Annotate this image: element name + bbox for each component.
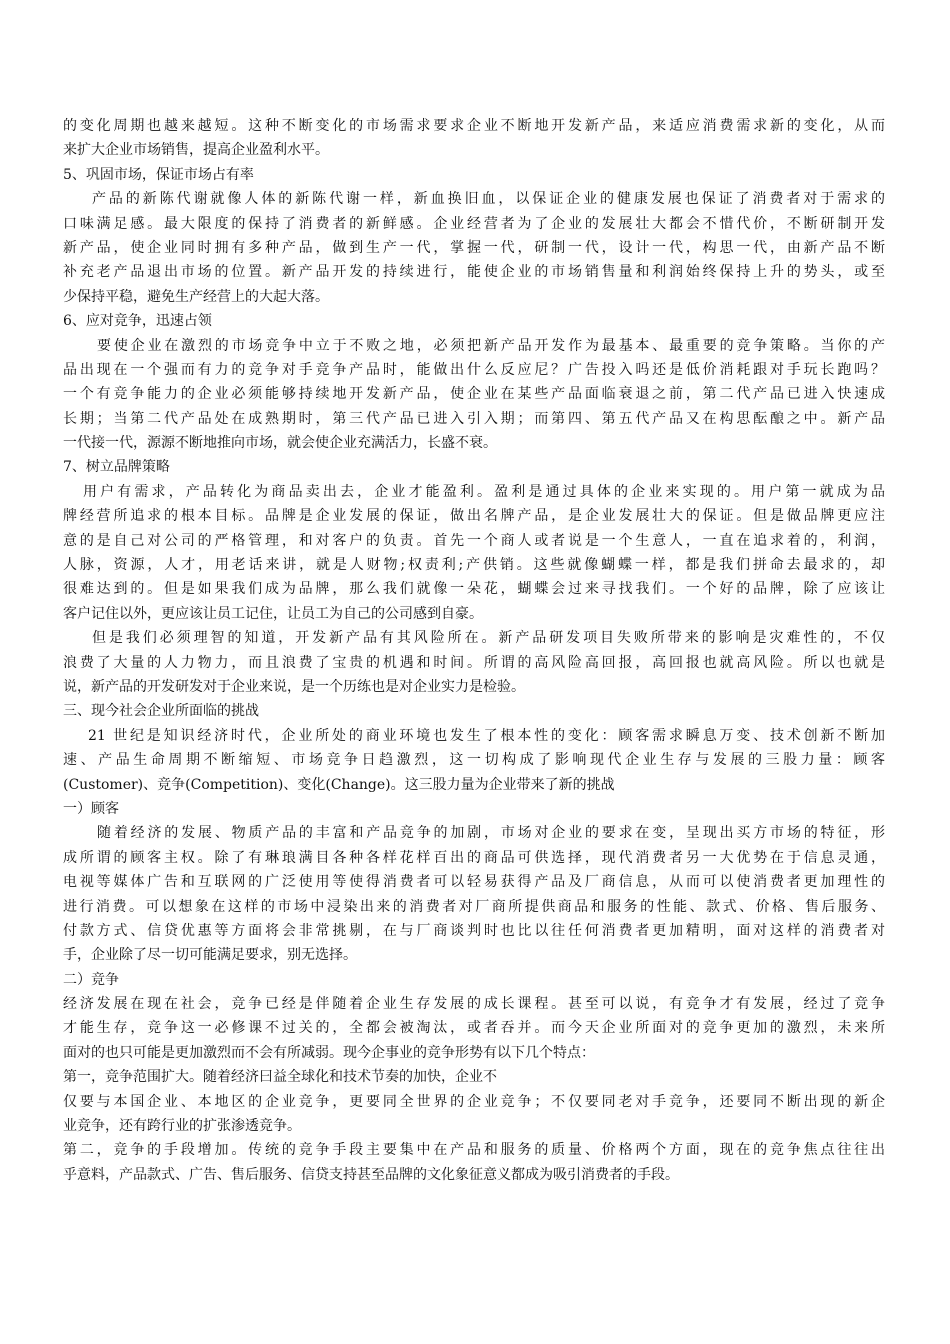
text-line: 面对的也只可能是更加激烈而不会有所减弱。现今企事业的竞争形势有以下几个特点：	[63, 1044, 595, 1061]
text-line: 第二，竞争的手段增加。传统的竞争手段主要集中在产品和服务的质量、价格两个方面，现在的竞争焦点往往出	[63, 1142, 885, 1159]
text-line: 但是我们必须理智的知道，开发新产品有其风险所在。新产品研发项目失败所带来的影响是灾难性的，不仅	[92, 630, 885, 647]
text-line: 新产品，使企业同时拥有多种产品，做到生产一代，掌握一代，研制一代，设计一代，构思一代，由新产品不断	[63, 239, 885, 256]
text-line: 三、现今社会企业所面临的挑战	[63, 703, 259, 720]
text-line: 品出现在一个强而有力的竞争对手竞争产品时，能做出什么反应尼？广告投入吗还是低价消耗跟对手玩长跑吗？	[63, 361, 885, 378]
document-page	[63, 114, 885, 1187]
text-line: 5、巩固市场，保证市场占有率	[63, 166, 254, 183]
text-line: 补充老产品退出市场的位置。新产品开发的持续进行，能使企业的市场销售量和利润始终保持上升的势头，或至	[63, 264, 885, 281]
text-line: 意的是自己对公司的严格管理，和对客户的负责。首先一个商人或者说是一个生意人，一直在追求着的，利润，	[63, 532, 885, 549]
text-line: 口味满足感。最大限度的保持了消费者的新鲜感。企业经营者为了企业的发展壮大都会不惜代价，不断研制开发	[63, 215, 885, 232]
text-line: 二）竞争	[63, 971, 119, 988]
text-line: 付款方式、信贷优惠等方面将会非常挑剔，在与厂商谈判时也比以往任何消费者更加精明，面对这样的消费者对	[63, 922, 885, 939]
text-line: 很难达到的。但是如果我们成为品牌，那么我们就像一朵花，蝴蝶会过来寻找我们。一个好的品牌，除了应该让	[63, 581, 885, 598]
text-line: 一代接一代，源源不断地推向市场，就会使企业充满活力，长盛不衰。	[63, 435, 497, 452]
text-line: 来扩大企业市场销售，提高企业盈利水平。	[63, 142, 329, 159]
text-line: (Customer)、竞争(Competition)、变化(Change)。这三股力量为企业带来了新的挑战	[63, 776, 615, 793]
text-line: 7、树立品牌策略	[63, 459, 170, 476]
text-line: 牌经营所追求的根本目标。品牌是企业发展的保证，做出名牌产品，是企业发展壮大的保证。但是做品牌更应注	[63, 508, 885, 525]
text-line: 用户有需求，产品转化为商品卖出去，企业才能盈利。盈利是通过具体的企业来实现的。用户第一就成为品	[83, 483, 885, 500]
text-line: 才能生存，竞争这一必修课不过关的，全都会被淘汰，或者吞并。而今天企业所面对的竞争更加的激烈，未来所	[63, 1020, 885, 1037]
text-line: 少保持平稳，避免生产经营上的大起大落。	[63, 288, 329, 305]
text-line: 仅要与本国企业、本地区的企业竞争，更要同全世界的企业竞争；不仅要同老对手竞争，还要同不断出现的新企	[63, 1093, 885, 1110]
text-line: 的变化周期也越来越短。这种不断变化的市场需求要求企业不断地开发新产品，来适应消费需求新的变化，从而	[63, 118, 885, 134]
text-line: 随着经济的发展、物质产品的丰富和产品竞争的加剧，市场对企业的要求在变，呈现出买方市场的特征，形	[97, 825, 885, 842]
text-line: 电视等媒体广告和互联网的广泛使用等使得消费者可以轻易获得产品及厂商信息，从而可以使消费者更加理性的	[63, 874, 885, 891]
text-line: 浪费了大量的人力物力，而且浪费了宝贵的机遇和时间。所谓的高风险高回报，高回报也就高风险。所以也就是	[63, 654, 885, 671]
text-line: 业竞争，还有跨行业的扩张渗透竞争。	[63, 1118, 301, 1135]
text-line: 要使企业在激烈的市场竞争中立于不败之地，必须把新产品开发作为最基本、最重要的竞争策略。当你的产	[97, 337, 885, 354]
text-line: 一）顾客	[63, 800, 119, 817]
text-line: 产品的新陈代谢就像人体的新陈代谢一样，新血换旧血，以保证企业的健康发展也保证了消费者对于需求的	[92, 191, 885, 208]
text-line: 客户记住以外，更应该让员工记住，让员工为自己的公司感到自豪。	[63, 605, 483, 622]
text-line: 6、应对竞争，迅速占领	[63, 313, 212, 330]
text-line: 一个有竞争能力的企业必须能够持续地开发新产品，使企业在某些产品面临衰退之前，第二代产品已进入快速成	[63, 386, 885, 403]
text-line: 21 世纪是知识经济时代，企业所处的商业环境也发生了根本性的变化：顾客需求瞬息万变、技术创新不断加	[88, 727, 885, 744]
text-line: 手，企业除了尽一切可能满足要求，别无选择。	[63, 947, 357, 964]
text-line: 速、产品生命周期不断缩短、市场竞争日趋激烈，这一切构成了影响现代企业生存与发展的三股力量：顾客	[63, 752, 885, 769]
text-line: 乎意料，产品款式、广告、售后服务、信贷支持甚至品牌的文化象征意义都成为吸引消费者的手段。	[63, 1166, 679, 1183]
text-line: 长期；当第二代产品处在成熟期时，第三代产品已进入引入期；而第四、第五代产品又在构思酝酿之中。新产品	[63, 410, 885, 427]
text-line: 说，新产品的开发研发对于企业来说，是一个历练也是对企业实力是检验。	[63, 678, 525, 695]
text-line: 人脉，资源，人才，用老话来讲，就是人财物;权责利;产供销。这些就像蝴蝶一样，都是我们拼命去最求的，却	[63, 557, 885, 574]
text-line: 进行消费。可以想象在这样的市场中浸染出来的消费者对厂商所提供商品和服务的性能、款式、价格、售后服务、	[63, 898, 885, 915]
text-line: 成所谓的顾客主权。除了有琳琅满目各种各样花样百出的商品可供选择，现代消费者另一大优势在于信息灵通，	[63, 849, 885, 866]
text-line: 经济发展在现在社会，竞争已经是伴随着企业生存发展的成长课程。甚至可以说，有竞争才有发展，经过了竞争	[63, 996, 885, 1013]
text-line: 第一，竞争范围扩大。随着经济曰益全球化和技术节奏的加快，企业不	[63, 1069, 497, 1086]
